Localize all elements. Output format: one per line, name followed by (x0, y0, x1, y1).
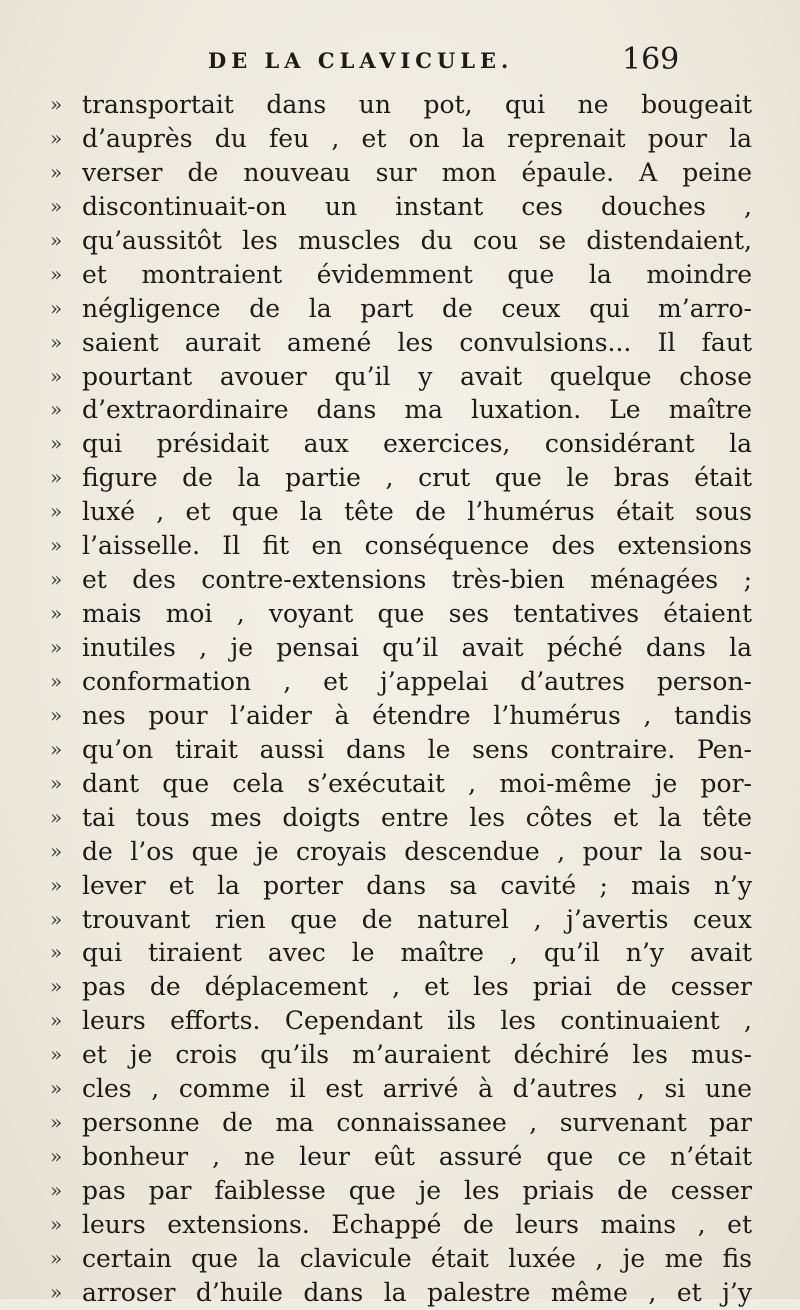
line-text: négligence de la part de ceux qui m’arro- (82, 293, 752, 323)
text-line (50, 970, 770, 1004)
text-line (50, 258, 770, 292)
quote-mark: » (50, 363, 63, 388)
quote-mark: » (50, 702, 63, 727)
line-text: qu’on tirait aussi dans le sens contraire. Pen- (82, 734, 752, 764)
quote-mark: » (50, 329, 63, 354)
text-line (50, 427, 770, 461)
page-number: 169 (622, 42, 680, 77)
text-line (50, 1276, 770, 1310)
text-line (50, 529, 770, 563)
quote-mark: » (50, 465, 63, 490)
text-line (50, 1004, 770, 1038)
quote-mark: » (50, 1245, 63, 1270)
line-text: leurs efforts. Cependant ils les continuaient , (82, 1006, 752, 1036)
text-line (50, 224, 770, 258)
text-line (50, 767, 770, 801)
quote-mark: » (50, 668, 63, 693)
line-text: luxé , et que la tête de l’humérus était sous (82, 497, 752, 527)
line-text: conformation , et j’appelai d’autres person- (82, 666, 752, 696)
line-text: dant que cela s’exécutait , moi-même je por- (82, 768, 752, 798)
text-line (50, 631, 770, 665)
text-line (50, 1208, 770, 1242)
text-line (50, 122, 770, 156)
quote-mark: » (50, 431, 63, 456)
text-line (50, 326, 770, 360)
line-text: qu’aussitôt les muscles du cou se distendaient, (82, 225, 752, 255)
text-line (50, 292, 770, 326)
quote-mark: » (50, 193, 63, 218)
quote-mark: » (50, 261, 63, 286)
line-text: verser de nouveau sur mon épaule. A peine (82, 157, 752, 187)
line-text: leurs extensions. Echappé de leurs mains , et (82, 1209, 752, 1239)
quote-mark: » (50, 125, 63, 150)
text-line (50, 869, 770, 903)
line-text: qui présidait aux exercices, considérant la (82, 429, 752, 459)
quote-mark: » (50, 1144, 63, 1169)
line-text: arroser d’huile dans la palestre même , et j’y (82, 1277, 752, 1307)
line-text: saient aurait amené les convulsions... Il faut (82, 327, 752, 357)
line-text: et montraient évidemment que la moindre (82, 259, 752, 289)
quote-mark: » (50, 397, 63, 422)
quote-mark: » (50, 92, 63, 116)
quote-mark: » (50, 499, 63, 524)
line-text: et je crois qu’ils m’auraient déchiré les mus- (82, 1040, 752, 1070)
text-line (50, 801, 770, 835)
text-line (50, 461, 770, 495)
line-text: tai tous mes doigts entre les côtes et la tête (82, 802, 752, 832)
text-line (50, 903, 770, 937)
line-text: mais moi , voyant que ses tentatives étaient (82, 599, 752, 629)
quote-mark: » (50, 736, 63, 761)
line-text: trouvant rien que de naturel , j’avertis ceux (82, 904, 752, 934)
text-line (50, 1106, 770, 1140)
text-line (50, 360, 770, 394)
line-text: qui tiraient avec le maître , qu’il n’y avait (82, 938, 752, 968)
quote-mark: » (50, 838, 63, 863)
line-text: pas de déplacement , et les priai de cesser (82, 972, 752, 1002)
quote-mark: » (50, 872, 63, 897)
line-text: inutiles , je pensai qu’il avait péché dans la (82, 633, 752, 662)
line-text: certain que la clavicule était luxée , je me fis (82, 1243, 752, 1273)
quote-mark: » (50, 295, 63, 320)
line-text: d’extraordinaire dans ma luxation. Le maître (82, 395, 752, 425)
quote-mark: » (50, 567, 63, 592)
body-text (50, 88, 770, 1310)
quote-mark: » (50, 974, 63, 999)
line-text: figure de la partie , crut que le bras était (82, 463, 752, 493)
text-line (50, 936, 770, 970)
line-text: pourtant avouer qu’il y avait quelque chose (82, 361, 752, 391)
quote-mark: » (50, 1110, 63, 1135)
text-line (50, 733, 770, 767)
quote-mark: » (50, 533, 63, 558)
text-line (50, 1242, 770, 1276)
line-text: lever et la porter dans sa cavité ; mais n’y (82, 870, 752, 900)
line-text: transportait dans un pot, qui ne bougeait (82, 90, 752, 119)
quote-mark: » (50, 159, 63, 184)
text-line (50, 665, 770, 699)
text-line (50, 495, 770, 529)
text-line (50, 1038, 770, 1072)
quote-mark: » (50, 804, 63, 829)
quote-mark: » (50, 906, 63, 931)
line-text: discontinuait-on un instant ces douches , (82, 191, 752, 221)
text-line (50, 1072, 770, 1106)
line-text: de l’os que je croyais descendue , pour la sou- (82, 836, 752, 866)
quote-mark: » (50, 1178, 63, 1202)
quote-mark: » (50, 1042, 63, 1067)
quote-mark: » (50, 1076, 63, 1101)
line-text: bonheur , ne leur eût assuré que ce n’était (82, 1142, 752, 1172)
text-line (50, 563, 770, 597)
quote-mark: » (50, 1008, 63, 1033)
quote-mark: » (50, 635, 63, 659)
text-line (50, 393, 770, 427)
quote-mark: » (50, 940, 63, 965)
text-line (50, 597, 770, 631)
quote-mark: » (50, 227, 63, 252)
text-line (50, 835, 770, 869)
line-text: personne de ma connaissanee , survenant par (82, 1108, 752, 1138)
text-line (50, 190, 770, 224)
quote-mark: » (50, 1211, 63, 1236)
line-text: et des contre-extensions très-bien ménagées ; (82, 565, 752, 595)
line-text: d’auprès du feu , et on la reprenait pour la (82, 123, 752, 153)
quote-mark: » (50, 770, 63, 795)
running-title: DE LA CLAVICULE. (208, 48, 514, 73)
line-text: cles , comme il est arrivé à d’autres , si une (82, 1074, 752, 1104)
line-text: nes pour l’aider à étendre l’humérus , tandis (82, 700, 752, 730)
text-line (50, 699, 770, 733)
text-line (50, 88, 770, 122)
quote-mark: » (50, 601, 63, 626)
text-line (50, 1140, 770, 1174)
quote-mark: » (50, 1279, 63, 1304)
line-text: pas par faiblesse que je les priais de cesser (82, 1176, 752, 1205)
page-header (0, 38, 800, 78)
text-line (50, 156, 770, 190)
line-text: l’aisselle. Il fit en conséquence des extensions (82, 531, 752, 561)
text-line (50, 1174, 770, 1208)
